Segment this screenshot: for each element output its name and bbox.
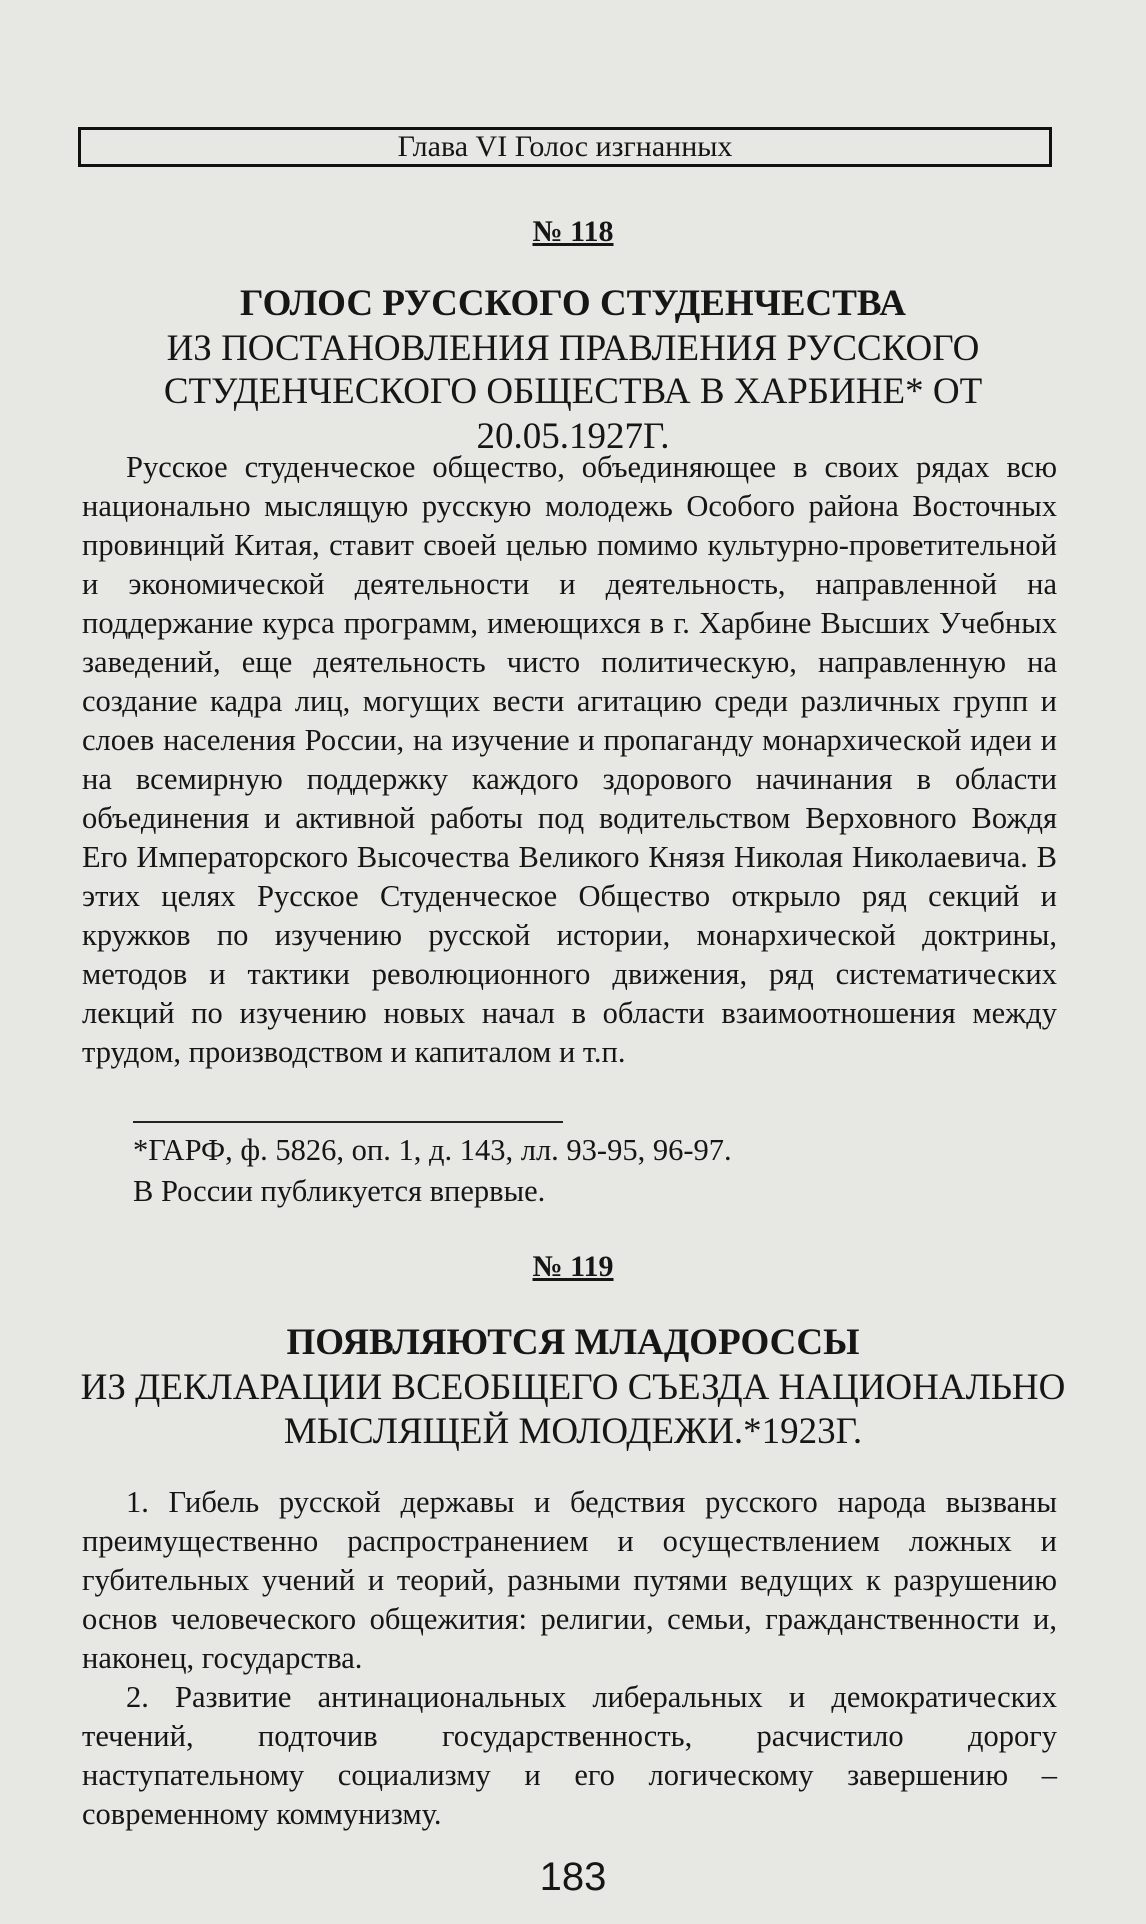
declaration-point-2: 2. Развитие антинациональных либеральных и демократических течений, подточив государственность, расчистило дорогу наступательному социализму и его логическому завершению – современному коммунизму. bbox=[82, 1680, 1057, 1831]
document-number-119: № 119 bbox=[532, 1250, 614, 1283]
page-number: 183 bbox=[539, 1855, 607, 1899]
document-number-118: № 118 bbox=[532, 215, 614, 248]
footnote-published-118: В России публикуется впервые. bbox=[133, 1174, 546, 1208]
declaration-point-1: 1. Гибель русской державы и бедствия русского народа вызваны преимущественно распространением и осуществлением ложных и губительных учений и теорий, разными путями ведущих к разрушению основ человеческого общежития: религии, семьи, гражданственности и, наконец, государства. bbox=[82, 1485, 1057, 1675]
document-subtitle-119-line1: ИЗ ДЕКЛАРАЦИИ ВСЕОБЩЕГО СЪЕЗДА НАЦИОНАЛЬНО bbox=[80, 1367, 1066, 1408]
document-title-119: ПОЯВЛЯЮТСЯ МЛАДОРОССЫ bbox=[286, 1322, 860, 1363]
document-subtitle-118-line1: ИЗ ПОСТАНОВЛЕНИЯ ПРАВЛЕНИЯ РУССКОГО bbox=[166, 328, 980, 369]
document-body-118: Русское студенческое общество, объединяющее в своих рядах всю национально мыслящую русскую молодежь Особого района Восточных провинций Китая, ставит своей целью помимо культурно-проветительной и экономической деятельности и деятельность, направленной на поддержание курса программ, имеющихся в г. Харбине Высших Учебных заведений, еще деятельность чисто политическую, направленную на создание кадра лиц, могущих вести агитацию среди различных групп и слоев населения России, на изучение и пропаганду монархической идеи и на всемирную поддержку каждого здорового начинания в области объединения и активной работы под водительством Верховного Вождя Его Императорского Высочества Великого Князя Николая Николаевича. В этих целях Русское Студенческое Общество открыло ряд секций и кружков по изучению русской истории, монархической доктрины, методов и тактики революционного движения, ряд систематических лекций по изучению новых начал в области взаимоотношения между трудом, производством и капиталом и т.п. bbox=[82, 450, 1057, 1069]
chapter-header: Глава VI Голос изгнанных bbox=[78, 127, 1052, 167]
document-title-118: ГОЛОС РУССКОГО СТУДЕНЧЕСТВА bbox=[240, 283, 906, 324]
footnote-source-118: *ГАРФ, ф. 5826, оп. 1, д. 143, лл. 93-95, 96-97. bbox=[133, 1133, 732, 1167]
document-subtitle-118-line2: СТУДЕНЧЕСКОГО ОБЩЕСТВА В ХАРБИНЕ* ОТ 20.05.1927Г. bbox=[163, 371, 983, 457]
document-subtitle-119-line2: МЫСЛЯЩЕЙ МОЛОДЕЖИ.*1923Г. bbox=[283, 1411, 863, 1452]
footnote-divider bbox=[133, 1121, 563, 1123]
